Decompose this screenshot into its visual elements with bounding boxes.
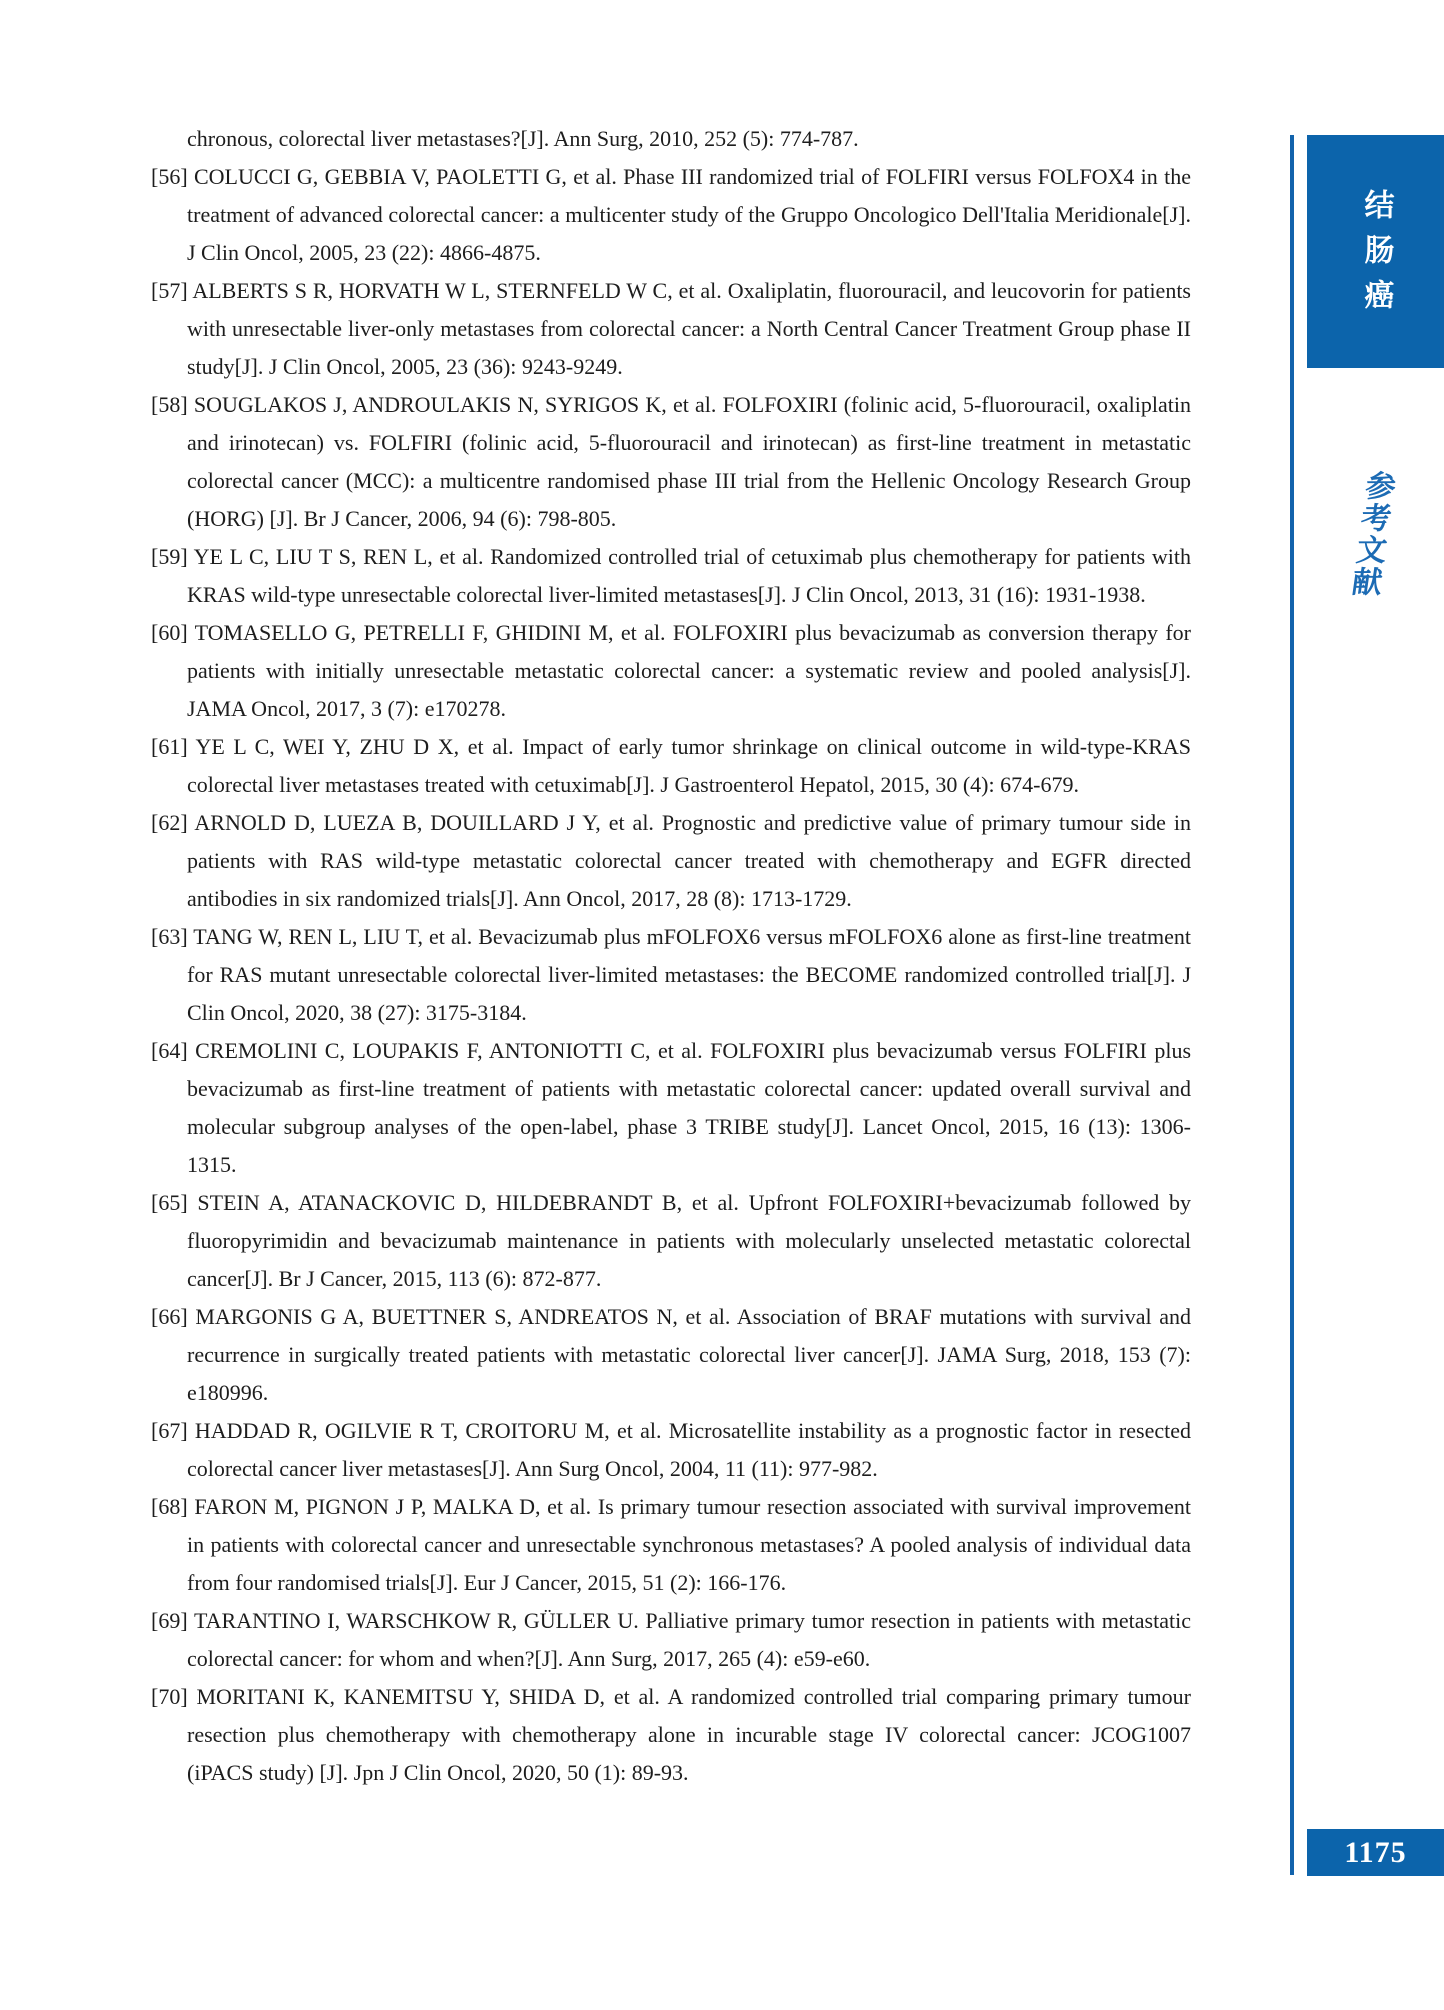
reference-item (151, 538, 1191, 614)
reference-number: [70] (151, 1684, 188, 1709)
reference-number: [67] (151, 1418, 188, 1443)
reference-item (151, 728, 1191, 804)
reference-text: ALBERTS S R, HORVATH W L, STERNFELD W C, et al. Oxaliplatin, fluorouracil, and leucovorin for patients with unresectable liver-only metastases from colorectal cancer: a North Central Cancer Treatment Group phase II study[J]. J Clin Oncol, 2005, 23 (36): 9243-9249. (187, 278, 1191, 379)
reference-continuation (151, 120, 1191, 158)
reference-number: [63] (151, 924, 188, 949)
reference-item (151, 804, 1191, 918)
reference-text: YE L C, LIU T S, REN L, et al. Randomized controlled trial of cetuximab plus chemotherapy for patients with KRAS wild-type unresectable colorectal liver-limited metastases[J]. J Clin Oncol, 2013, 31 (16): 1931-1938. (187, 544, 1192, 607)
reference-number: [64] (151, 1038, 188, 1063)
page-number-box (1307, 1829, 1444, 1876)
chapter-tab-label: 结肠癌 (1359, 189, 1393, 324)
reference-number: [68] (151, 1494, 188, 1519)
reference-text: HADDAD R, OGILVIE R T, CROITORU M, et al. Microsatellite instability as a prognostic factor in resected colorectal cancer liver metastases[J]. Ann Surg Oncol, 2004, 11 (11): 977-982. (187, 1418, 1191, 1481)
reference-text: STEIN A, ATANACKOVIC D, HILDEBRANDT B, et al. Upfront FOLFOXIRI+bevacizumab followed by fluoropyrimidin and bevacizumab maintenance in patients with molecularly unselected metastatic colorectal cancer[J]. Br J Cancer, 2015, 113 (6): 872-877. (187, 1190, 1192, 1291)
reference-number: [58] (151, 392, 188, 417)
reference-item (151, 1488, 1191, 1602)
reference-item (151, 1412, 1191, 1488)
reference-item (151, 1678, 1191, 1792)
reference-text: MARGONIS G A, BUETTNER S, ANDREATOS N, et al. Association of BRAF mutations with survival and recurrence in surgically treated patients with metastatic colorectal liver cancer[J]. JAMA Surg, 2018, 153 (7): e180996. (187, 1304, 1192, 1405)
reference-item (151, 1602, 1191, 1678)
reference-text: ARNOLD D, LUEZA B, DOUILLARD J Y, et al. Prognostic and predictive value of primary tumour side in patients with RAS wild-type metastatic colorectal cancer treated with chemotherapy and EGFR directed antibodies in six randomized trials[J]. Ann Oncol, 2017, 28 (8): 1713-1729. (187, 810, 1191, 911)
reference-item (151, 158, 1191, 272)
reference-text: TOMASELLO G, PETRELLI F, GHIDINI M, et al. FOLFOXIRI plus bevacizumab as conversion therapy for patients with initially unresectable metastatic colorectal cancer: a systematic review and pooled analysis[J]. JAMA Oncol, 2017, 3 (7): e170278. (187, 620, 1191, 721)
reference-number: [62] (151, 810, 188, 835)
reference-item (151, 1298, 1191, 1412)
section-label: 参考文献 (1345, 470, 1396, 598)
reference-number: [57] (151, 278, 188, 303)
reference-item (151, 614, 1191, 728)
reference-text: MORITANI K, KANEMITSU Y, SHIDA D, et al. A randomized controlled trial comparing primary tumour resection plus chemotherapy with chemotherapy alone in incurable stage IV colorectal cancer: JCOG1007 (iPACS study) [J]. Jpn J Clin Oncol, 2020, 50 (1): 89-93. (187, 1684, 1191, 1785)
reference-number: [56] (151, 164, 188, 189)
references-list (151, 120, 1191, 1792)
reference-text: SOUGLAKOS J, ANDROULAKIS N, SYRIGOS K, et al. FOLFOXIRI (folinic acid, 5-fluorouracil, oxaliplatin and irinotecan) vs. FOLFIRI (folinic acid, 5-fluorouracil and irinotecan) as first-line treatment in metastatic colorectal cancer (MCC): a multicentre randomised phase III trial from the Hellenic Oncology Research Group (HORG) [J]. Br J Cancer, 2006, 94 (6): 798-805. (187, 392, 1191, 531)
reference-text: FARON M, PIGNON J P, MALKA D, et al. Is primary tumour resection associated with survival improvement in patients with colorectal cancer and unresectable synchronous metastases? A pooled analysis of individual data from four randomised trials[J]. Eur J Cancer, 2015, 51 (2): 166-176. (187, 1494, 1192, 1595)
reference-item (151, 1032, 1191, 1184)
reference-item (151, 386, 1191, 538)
reference-number: [69] (151, 1608, 188, 1633)
reference-text: CREMOLINI C, LOUPAKIS F, ANTONIOTTI C, et al. FOLFOXIRI plus bevacizumab versus FOLFIRI plus bevacizumab as first-line treatment of patients with metastatic colorectal cancer: updated overall survival and molecular subgroup analyses of the open-label, phase 3 TRIBE study[J]. Lancet Oncol, 2015, 16 (13): 1306-1315. (187, 1038, 1192, 1177)
reference-number: [65] (151, 1190, 188, 1215)
page-number: 1175 (1344, 1835, 1407, 1869)
reference-number: [59] (151, 544, 188, 569)
reference-text: YE L C, WEI Y, ZHU D X, et al. Impact of early tumor shrinkage on clinical outcome in wild-type-KRAS colorectal liver metastases treated with cetuximab[J]. J Gastroenterol Hepatol, 2015, 30 (4): 674-679. (187, 734, 1192, 797)
reference-item (151, 918, 1191, 1032)
reference-number: [66] (151, 1304, 188, 1329)
reference-number: [61] (151, 734, 188, 759)
sidebar-rule (1290, 135, 1294, 1875)
reference-text: chronous, colorectal liver metastases?[J]. Ann Surg, 2010, 252 (5): 774-787. (187, 126, 859, 151)
chapter-tab (1307, 135, 1444, 368)
reference-item (151, 1184, 1191, 1298)
reference-text: TANG W, REN L, LIU T, et al. Bevacizumab plus mFOLFOX6 versus mFOLFOX6 alone as first-line treatment for RAS mutant unresectable colorectal liver-limited metastases: the BECOME randomized controlled trial[J]. J Clin Oncol, 2020, 38 (27): 3175-3184. (187, 924, 1191, 1025)
reference-item (151, 272, 1191, 386)
reference-text: COLUCCI G, GEBBIA V, PAOLETTI G, et al. Phase III randomized trial of FOLFIRI versus FOLFOX4 in the treatment of advanced colorectal cancer: a multicenter study of the Gruppo Oncologico Dell'Italia Meridionale[J]. J Clin Oncol, 2005, 23 (22): 4866-4875. (187, 164, 1192, 265)
reference-number: [60] (151, 620, 188, 645)
reference-text: TARANTINO I, WARSCHKOW R, GÜLLER U. Palliative primary tumor resection in patients with metastatic colorectal cancer: for whom and when?[J]. Ann Surg, 2017, 265 (4): e59-e60. (187, 1608, 1191, 1671)
